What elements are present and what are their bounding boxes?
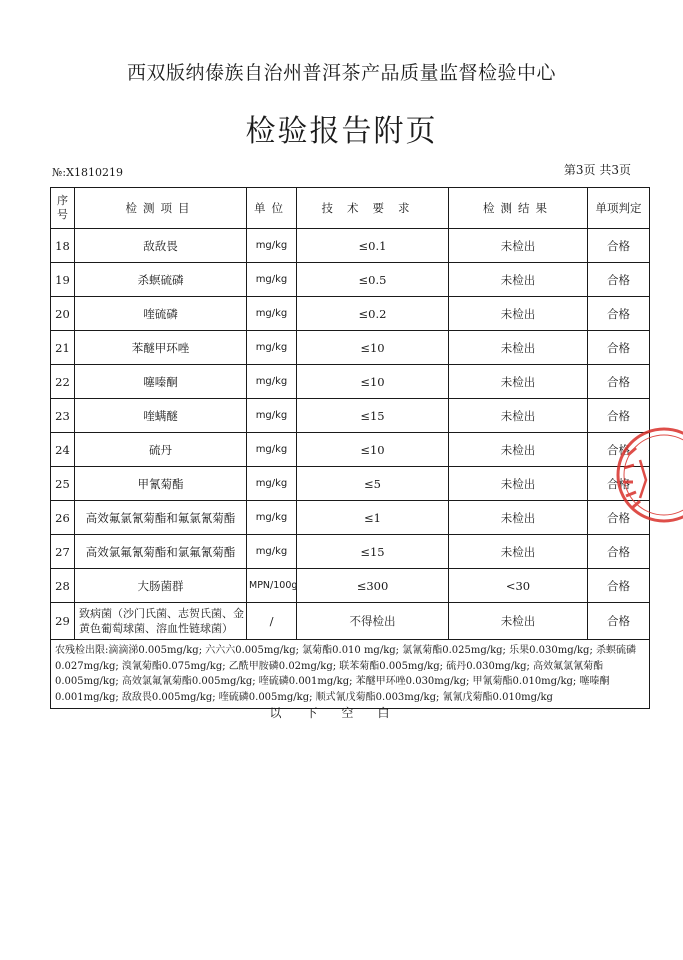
row-number: 26 <box>51 501 75 535</box>
header-seq <box>51 188 75 229</box>
row-item: 喹硫磷 <box>75 297 247 331</box>
row-number: 20 <box>51 297 75 331</box>
row-item: 噻嗪酮 <box>75 365 247 399</box>
row-requirement: ≤0.5 <box>297 263 449 297</box>
row-judgment: 合格 <box>588 399 650 433</box>
row-unit: mg/kg <box>247 535 297 569</box>
row-judgment: 合格 <box>588 467 650 501</box>
row-item: 喹螨醚 <box>75 399 247 433</box>
row-unit: mg/kg <box>247 501 297 535</box>
row-number: 24 <box>51 433 75 467</box>
row-number: 22 <box>51 365 75 399</box>
table-row <box>51 331 650 365</box>
row-judgment: 合格 <box>588 263 650 297</box>
row-result: 未检出 <box>449 433 588 467</box>
row-unit: mg/kg <box>247 399 297 433</box>
row-unit: mg/kg <box>247 229 297 263</box>
row-item: 大肠菌群 <box>75 569 247 603</box>
row-requirement: ≤15 <box>297 399 449 433</box>
header-seq-line1: 序 <box>57 194 68 207</box>
header-requirement: 技术要求 <box>297 188 449 229</box>
header-result: 检测结果 <box>449 188 588 229</box>
row-requirement: ≤10 <box>297 365 449 399</box>
row-result: 未检出 <box>449 603 588 640</box>
row-requirement: ≤15 <box>297 535 449 569</box>
row-result: <30 <box>449 569 588 603</box>
row-judgment: 合格 <box>588 331 650 365</box>
row-judgment: 合格 <box>588 297 650 331</box>
header-seq-line2: 号 <box>57 208 68 221</box>
row-requirement: ≤10 <box>297 433 449 467</box>
row-judgment: 合格 <box>588 433 650 467</box>
page-info: 第3页 共3页 <box>563 163 631 177</box>
row-unit: MPN/100g <box>247 569 297 603</box>
end-of-content-note: 以下空白 <box>269 706 414 720</box>
row-judgment: 合格 <box>588 501 650 535</box>
row-item: 甲氰菊酯 <box>75 467 247 501</box>
row-unit: mg/kg <box>247 433 297 467</box>
row-number: 25 <box>51 467 75 501</box>
table-row <box>51 399 650 433</box>
row-number: 23 <box>51 399 75 433</box>
table-row <box>51 229 650 263</box>
row-judgment: 合格 <box>588 603 650 640</box>
header-judgment: 单项判定 <box>588 188 650 229</box>
row-item: 硫丹 <box>75 433 247 467</box>
row-item: 苯醚甲环唑 <box>75 331 247 365</box>
row-result: 未检出 <box>449 501 588 535</box>
row-result: 未检出 <box>449 365 588 399</box>
row-result: 未检出 <box>449 229 588 263</box>
row-requirement: ≤300 <box>297 569 449 603</box>
row-result: 未检出 <box>449 399 588 433</box>
row-judgment: 合格 <box>588 535 650 569</box>
table-row <box>51 603 650 640</box>
row-requirement: ≤0.2 <box>297 297 449 331</box>
row-number: 19 <box>51 263 75 297</box>
row-number: 28 <box>51 569 75 603</box>
row-item: 敌敌畏 <box>75 229 247 263</box>
row-requirement: ≤1 <box>297 501 449 535</box>
table-row <box>51 501 650 535</box>
table-row <box>51 263 650 297</box>
header-item: 检测项目 <box>75 188 247 229</box>
row-judgment: 合格 <box>588 229 650 263</box>
table-row <box>51 297 650 331</box>
table-row <box>51 433 650 467</box>
row-result: 未检出 <box>449 297 588 331</box>
row-result: 未检出 <box>449 331 588 365</box>
row-unit: mg/kg <box>247 263 297 297</box>
row-number: 27 <box>51 535 75 569</box>
organization-name: 西双版纳傣族自治州普洱茶产品质量监督检验中心 <box>126 62 556 84</box>
table-header-row <box>51 188 650 229</box>
red-seal-stamp <box>606 420 683 530</box>
row-judgment: 合格 <box>588 569 650 603</box>
row-unit: mg/kg <box>247 365 297 399</box>
row-requirement: ≤10 <box>297 331 449 365</box>
row-requirement: ≤0.1 <box>297 229 449 263</box>
row-unit: mg/kg <box>247 467 297 501</box>
report-number: №:X1810219 <box>52 166 123 179</box>
row-item: 高效氯氟氰菊酯和氯氟氰菊酯 <box>75 535 247 569</box>
table-row <box>51 569 650 603</box>
results-table <box>50 187 650 709</box>
row-unit: mg/kg <box>247 297 297 331</box>
row-item: 致病菌（沙门氏菌、志贺氏菌、金黄色葡萄球菌、溶血性链球菌） <box>75 603 247 640</box>
table-row <box>51 535 650 569</box>
seal-stamp-graphic <box>606 420 683 530</box>
document-title: 检验报告附页 <box>245 114 438 149</box>
table-row <box>51 467 650 501</box>
table-row <box>51 365 650 399</box>
row-item: 杀螟硫磷 <box>75 263 247 297</box>
row-number: 29 <box>51 603 75 640</box>
row-judgment: 合格 <box>588 365 650 399</box>
footnote-row <box>51 640 650 709</box>
row-requirement: 不得检出 <box>297 603 449 640</box>
row-number: 18 <box>51 229 75 263</box>
row-item: 高效氟氯氰菊酯和氟氯氰菊酯 <box>75 501 247 535</box>
row-requirement: ≤5 <box>297 467 449 501</box>
row-unit: mg/kg <box>247 331 297 365</box>
row-result: 未检出 <box>449 535 588 569</box>
row-result: 未检出 <box>449 467 588 501</box>
row-number: 21 <box>51 331 75 365</box>
row-result: 未检出 <box>449 263 588 297</box>
detection-limits-note: 农残检出限:滴滴涕0.005mg/kg; 六六六0.005mg/kg; 氯菊酯0.010 mg/kg; 氯氰菊酯0.025mg/kg; 乐果0.030mg/kg; 杀螟硫磷0.027mg/kg; 溴氰菊酯0.075mg/kg; 乙酰甲胺磷0.02mg/kg; 联苯菊酯0.005mg/kg; 硫丹0.030mg/kg; 高效氟氯氰菊酯0.005mg/kg; 高效氯氟氰菊酯0.005mg/kg; 喹硫磷0.001mg/kg; 苯醚甲环唑0.030mg/kg; 甲氰菊酯0.010mg/kg; 噻嗪酮0.001mg/kg; 敌敌畏0.005mg/kg; 喹硫磷0.005mg/kg; 顺式氰戊菊酯0.003mg/kg; 氰氰戊菊酯0.010mg/kg <box>51 640 650 709</box>
header-unit: 单位 <box>247 188 297 229</box>
row-unit: / <box>247 603 297 640</box>
